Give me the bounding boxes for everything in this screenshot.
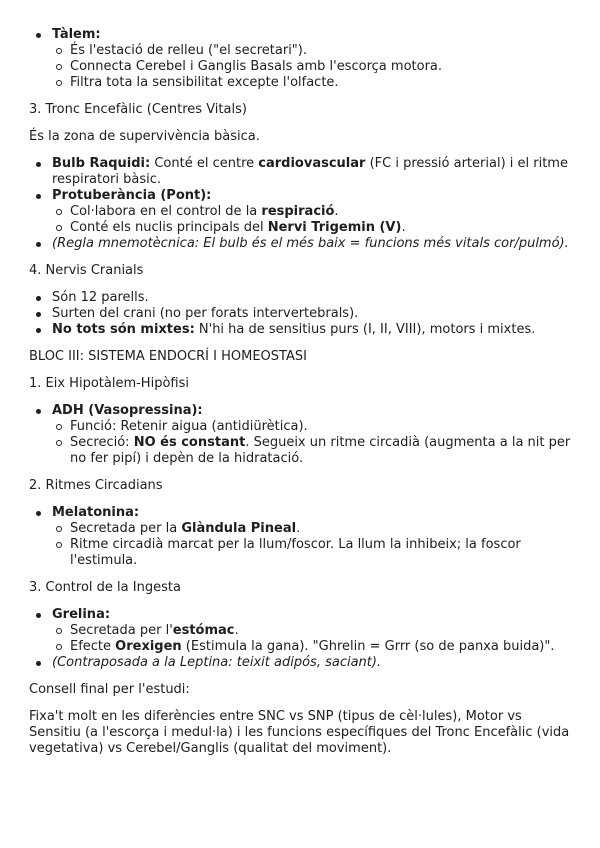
- list-item: [29, 403, 574, 467]
- tronc-list: [29, 156, 574, 252]
- bloc3-heading: BLOC III: SISTEMA ENDOCRÍ I HOMEOSTASI: [29, 349, 307, 364]
- grelina-sublist: [52, 623, 574, 655]
- text: .: [334, 204, 339, 219]
- list-item: [52, 623, 574, 639]
- tronc-heading: 3. Tronc Encefàlic (Centres Vitals): [29, 102, 247, 117]
- document-page: [29, 27, 574, 757]
- list-item: [52, 639, 574, 655]
- grelina-title: Grelina:: [52, 607, 111, 622]
- melatonina-title: Melatonina:: [52, 505, 140, 520]
- protuberancia-title: Protuberància (Pont):: [52, 188, 212, 203]
- talem-sublist: [52, 43, 574, 91]
- protuberancia-sublist: [52, 204, 574, 236]
- bold-text: NO és constant: [133, 435, 246, 450]
- bold-text: No tots són mixtes:: [52, 322, 195, 337]
- list-item: [52, 521, 574, 537]
- text: .: [296, 521, 301, 536]
- list-item: [29, 27, 574, 91]
- consell-text: Fixa't molt en les diferències entre SNC vs SNP (tipus de cèl·lules), Motor vs Sensitiu (a l'escorça i medul·la) i les funcions específiques del Tronc Encefàlic (vida vegetativa) vs Cerebel/Ganglis (qualitat del moviment).: [29, 709, 570, 756]
- bulb-text-1: Conté el centre: [150, 156, 259, 171]
- list-item: Són 12 parells.: [29, 290, 574, 306]
- list-item: (Contraposada a la Leptina: teixit adipós, saciant).: [29, 655, 574, 671]
- bulb-title: Bulb Raquidi:: [52, 156, 151, 171]
- nervis-heading: 4. Nervis Cranials: [29, 263, 144, 278]
- list-item: Funció: Retenir aigua (antidiürètica).: [52, 419, 574, 435]
- list-item: [52, 220, 574, 236]
- list-item: Connecta Cerebel i Ganglis Basals amb l'escorça motora.: [52, 59, 574, 75]
- talem-title: Tàlem:: [52, 27, 101, 42]
- tronc-intro: És la zona de supervivència bàsica.: [29, 129, 260, 144]
- list-item: Surten del crani (no per forats intervertebrals).: [29, 306, 574, 322]
- ingesta-list: [29, 607, 574, 671]
- list-item: És l'estació de relleu ("el secretari").: [52, 43, 574, 59]
- list-item: Ritme circadià marcat per la llum/foscor. La llum la inhibeix; la foscor l'estimula.: [52, 537, 574, 569]
- bold-text: respiració: [261, 204, 335, 219]
- talem-list: [29, 27, 574, 91]
- bulb-bold-1: cardiovascular: [258, 156, 366, 171]
- text: Secretada per l': [70, 623, 173, 638]
- list-item: [29, 505, 574, 569]
- text: Secreció:: [70, 435, 134, 450]
- text: N'hi ha de sensitius purs (I, II, VIII), motors i mixtes.: [194, 322, 536, 337]
- adh-sublist: [52, 419, 574, 467]
- eix-list: [29, 403, 574, 467]
- bulb-text-2: (FC i pressió arterial) i el ritme respiratori bàsic.: [52, 156, 568, 187]
- bold-text: estómac: [172, 623, 235, 638]
- text: Col·labora en el control de la: [70, 204, 262, 219]
- text: .: [401, 220, 406, 235]
- text: .: [234, 623, 239, 638]
- adh-title: ADH (Vasopressina):: [52, 403, 203, 418]
- bold-text: Nervi Trigemin (V): [267, 220, 402, 235]
- bold-text: Glàndula Pineal: [181, 521, 297, 536]
- bold-text: Orexigen: [115, 639, 182, 654]
- text: Efecte: [70, 639, 116, 654]
- ingesta-heading: 3. Control de la Ingesta: [29, 580, 181, 595]
- list-item: [29, 156, 574, 188]
- list-item: [29, 188, 574, 236]
- text: Secretada per la: [70, 521, 182, 536]
- text: . Segueix un ritme circadià (augmenta a la nit per no fer pipí) i depèn de la hidratació.: [70, 435, 571, 466]
- list-item: [52, 204, 574, 220]
- list-item: [29, 322, 574, 338]
- consell-heading: Consell final per l'estudi:: [29, 682, 190, 697]
- ritmes-list: [29, 505, 574, 569]
- text: (Estimula la gana). "Ghrelin = Grrr (so de panxa buida)".: [181, 639, 555, 654]
- eix-heading: 1. Eix Hipotàlem-Hipòfisi: [29, 376, 189, 391]
- list-item: Filtra tota la sensibilitat excepte l'olfacte.: [52, 75, 574, 91]
- list-item: [52, 435, 574, 467]
- nervis-list: [29, 290, 574, 338]
- melatonina-sublist: [52, 521, 574, 569]
- ritmes-heading: 2. Ritmes Circadians: [29, 478, 163, 493]
- text: Conté els nuclis principals del: [70, 220, 268, 235]
- list-item: (Regla mnemotècnica: El bulb és el més baix = funcions més vitals cor/pulmó).: [29, 236, 574, 252]
- list-item: [29, 607, 574, 655]
